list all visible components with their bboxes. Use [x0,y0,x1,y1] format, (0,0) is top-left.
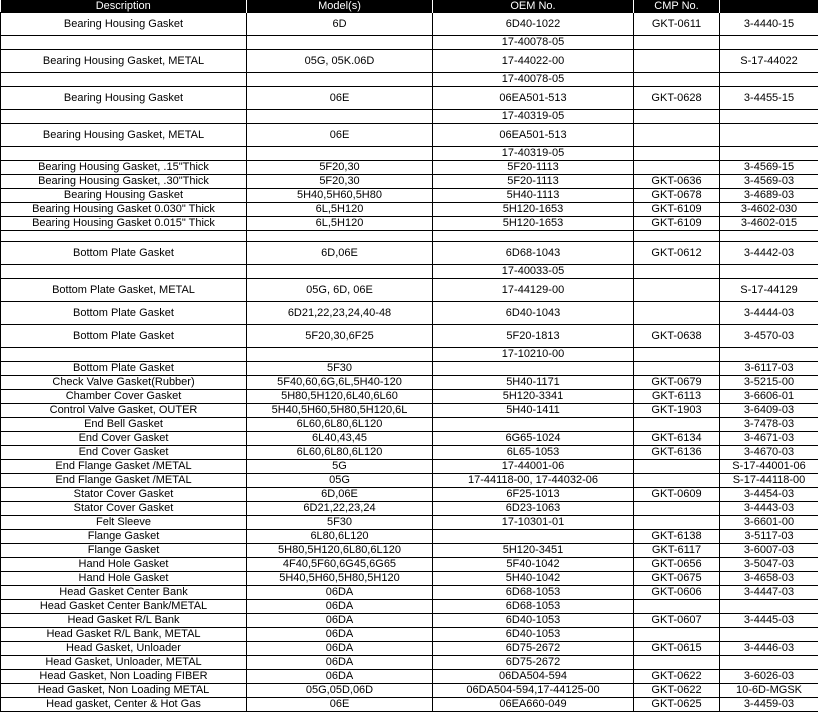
table-row [1,488,818,502]
models-cell: 5H80,5H120,6L80,6L120 [247,544,433,558]
description-cell: Head Gasket R/L Bank, METAL [1,628,247,642]
part-no-cell: 3-4569-03 [720,175,818,189]
table-row [1,572,818,586]
models-cell: 6L,5H120 [247,217,433,231]
oem-no-cell [433,362,634,376]
cmp-no-cell: GKT-6138 [634,530,720,544]
description-cell: Hand Hole Gasket [1,572,247,586]
oem-no-cell: 5F20-1113 [433,161,634,175]
table-row [1,189,818,203]
cmp-no-cell: GKT-6109 [634,203,720,217]
oem-no-cell: 17-10210-00 [433,348,634,362]
cmp-no-cell: GKT-6113 [634,390,720,404]
description-cell [1,36,247,50]
part-no-cell: 3-4443-03 [720,502,818,516]
cmp-no-cell [634,502,720,516]
oem-no-cell: 06EA660-049 [433,698,634,712]
oem-no-cell: 6D68-1053 [433,600,634,614]
models-cell: 6D [247,13,433,36]
oem-no-cell: 6D68-1043 [433,242,634,265]
oem-no-cell: 6D40-1053 [433,628,634,642]
description-cell: Felt Sleeve [1,516,247,530]
part-no-cell: 3-4454-03 [720,488,818,502]
models-cell: 5F20,30 [247,175,433,189]
table-row [1,586,818,600]
oem-no-cell: 6G65-1024 [433,432,634,446]
table-row [1,110,818,124]
table-row [1,684,818,698]
cmp-no-cell: GKT-1903 [634,404,720,418]
part-no-cell: 3-5215-00 [720,376,818,390]
part-no-cell: 3-4444-03 [720,302,818,325]
part-no-cell [720,147,818,161]
models-cell [247,110,433,124]
table-row [1,302,818,325]
part-no-cell [720,348,818,362]
cmp-no-cell [634,36,720,50]
models-cell: 06E [247,87,433,110]
part-no-cell: 3-4455-15 [720,87,818,110]
cmp-no-cell [634,50,720,73]
description-cell: Flange Gasket [1,530,247,544]
table-row [1,376,818,390]
table-row [1,404,818,418]
models-cell: 5F30 [247,516,433,530]
table-row [1,36,818,50]
oem-no-cell: 5F20-1113 [433,175,634,189]
oem-no-cell: 5H40-1171 [433,376,634,390]
part-no-cell [720,110,818,124]
table-row [1,670,818,684]
cmp-no-cell: GKT-0628 [634,87,720,110]
oem-no-cell [433,530,634,544]
models-cell: 06DA [247,614,433,628]
cmp-no-cell: GKT-0622 [634,670,720,684]
part-no-cell [720,36,818,50]
part-no-cell: 3-6601-00 [720,516,818,530]
models-cell: 5F30 [247,362,433,376]
description-cell: Stator Cover Gasket [1,488,247,502]
description-cell: Bottom Plate Gasket [1,302,247,325]
oem-no-cell: 6F25-1013 [433,488,634,502]
table-row [1,147,818,161]
cmp-no-cell [634,516,720,530]
table-row [1,502,818,516]
oem-no-cell: 6D40-1022 [433,13,634,36]
oem-no-cell: 06DA504-594,17-44125-00 [433,684,634,698]
table-row [1,558,818,572]
oem-no-cell: 5H40-1042 [433,572,634,586]
table-row [1,656,818,670]
cmp-no-cell: GKT-0679 [634,376,720,390]
models-cell: 6D21,22,23,24,40-48 [247,302,433,325]
oem-no-cell: 06EA501-513 [433,87,634,110]
cmp-no-cell: GKT-0678 [634,189,720,203]
part-no-cell [720,656,818,670]
part-no-cell: 3-6026-03 [720,670,818,684]
cmp-no-cell: GKT-0612 [634,242,720,265]
cmp-no-cell [634,161,720,175]
models-cell: 06E [247,698,433,712]
cmp-no-cell [634,600,720,614]
description-cell: Bottom Plate Gasket, METAL [1,279,247,302]
models-cell: 06DA [247,670,433,684]
part-no-cell: 3-5117-03 [720,530,818,544]
cmp-no-cell [634,460,720,474]
table-row [1,642,818,656]
description-cell [1,147,247,161]
description-cell: End Cover Gasket [1,432,247,446]
oem-no-cell: 17-10301-01 [433,516,634,530]
oem-no-cell: 17-40319-05 [433,147,634,161]
oem-no-cell: 5H120-3341 [433,390,634,404]
table-row [1,600,818,614]
part-no-cell [720,265,818,279]
oem-no-cell: 17-40319-05 [433,110,634,124]
oem-no-cell: 5H120-1653 [433,203,634,217]
models-cell: 05G [247,474,433,488]
part-no-cell: 3-6007-03 [720,544,818,558]
oem-no-cell: 6D23-1063 [433,502,634,516]
table-row [1,325,818,348]
description-cell: Head Gasket, Non Loading FIBER [1,670,247,684]
oem-no-cell: 17-44022-00 [433,50,634,73]
part-no-cell: 3-6117-03 [720,362,818,376]
oem-no-cell: 6D75-2672 [433,642,634,656]
description-cell: Head Gasket Center Bank [1,586,247,600]
description-cell: Head Gasket, Unloader, METAL [1,656,247,670]
oem-no-cell: 6D68-1053 [433,586,634,600]
table-row [1,265,818,279]
description-cell: Head Gasket, Non Loading METAL [1,684,247,698]
oem-no-cell: 06EA501-513 [433,124,634,147]
models-cell: 06E [247,124,433,147]
table-row [1,390,818,404]
table-row [1,161,818,175]
oem-no-cell: 17-40033-05 [433,265,634,279]
cmp-no-cell: GKT-0656 [634,558,720,572]
column-header-part-no [720,0,818,13]
table-row [1,530,818,544]
table-row [1,175,818,189]
table-row [1,50,818,73]
description-cell: Head Gasket, Unloader [1,642,247,656]
models-cell: 06DA [247,628,433,642]
column-header-cmp-no: CMP No. [634,0,720,13]
table-row [1,13,818,36]
cmp-no-cell [634,348,720,362]
oem-no-cell: 5H120-3451 [433,544,634,558]
description-cell: Bottom Plate Gasket [1,325,247,348]
table-row [1,544,818,558]
cmp-no-cell [634,124,720,147]
table-row [1,348,818,362]
description-cell: Head Gasket R/L Bank [1,614,247,628]
oem-no-cell: 6D40-1043 [433,302,634,325]
header-row [1,0,818,13]
models-cell: 5F20,30,6F25 [247,325,433,348]
models-cell: 05G, 05K.06D [247,50,433,73]
description-cell: End Cover Gasket [1,446,247,460]
cmp-no-cell: GKT-0675 [634,572,720,586]
models-cell: 06DA [247,656,433,670]
cmp-no-cell: GKT-6109 [634,217,720,231]
cmp-no-cell [634,231,720,242]
description-cell: Bearing Housing Gasket, METAL [1,124,247,147]
column-header-description: Description [1,0,247,13]
parts-table-body [1,13,818,712]
models-cell [247,348,433,362]
oem-no-cell: 17-44129-00 [433,279,634,302]
models-cell [247,147,433,161]
table-row [1,446,818,460]
models-cell [247,231,433,242]
part-no-cell: 3-4440-15 [720,13,818,36]
description-cell: Bearing Housing Gasket [1,189,247,203]
models-cell [247,36,433,50]
models-cell: 6D,06E [247,488,433,502]
models-cell [247,73,433,87]
part-no-cell: 3-4569-15 [720,161,818,175]
description-cell: Hand Hole Gasket [1,558,247,572]
cmp-no-cell: GKT-0636 [634,175,720,189]
cmp-no-cell: GKT-0607 [634,614,720,628]
part-no-cell [720,628,818,642]
description-cell: Bearing Housing Gasket [1,87,247,110]
table-row [1,362,818,376]
cmp-no-cell: GKT-6136 [634,446,720,460]
part-no-cell: 3-4446-03 [720,642,818,656]
part-no-cell: 3-4671-03 [720,432,818,446]
part-no-cell [720,600,818,614]
part-no-cell: S-17-44022 [720,50,818,73]
models-cell: 5H40,5H60,5H80,5H120 [247,572,433,586]
description-cell [1,265,247,279]
oem-no-cell: 6D40-1053 [433,614,634,628]
description-cell: Bottom Plate Gasket [1,242,247,265]
models-cell: 6L60,6L80,6L120 [247,446,433,460]
part-no-cell: 3-4459-03 [720,698,818,712]
description-cell [1,110,247,124]
models-cell: 06DA [247,600,433,614]
cmp-no-cell: GKT-0615 [634,642,720,656]
models-cell: 6L60,6L80,6L120 [247,418,433,432]
description-cell: End Flange Gasket /METAL [1,460,247,474]
table-row [1,124,818,147]
table-row [1,73,818,87]
oem-no-cell: 17-44118-00, 17-44032-06 [433,474,634,488]
cmp-no-cell [634,302,720,325]
description-cell: Bearing Housing Gasket, .30"Thick [1,175,247,189]
description-cell [1,348,247,362]
cmp-no-cell [634,110,720,124]
models-cell: 5H40,5H60,5H80 [247,189,433,203]
table-row [1,432,818,446]
cmp-no-cell: GKT-0625 [634,698,720,712]
models-cell: 5F20,30 [247,161,433,175]
part-no-cell: 3-5047-03 [720,558,818,572]
oem-no-cell: 17-40078-05 [433,36,634,50]
cmp-no-cell: GKT-6117 [634,544,720,558]
oem-no-cell: 5H120-1653 [433,217,634,231]
cmp-no-cell: GKT-0611 [634,13,720,36]
cmp-no-cell [634,418,720,432]
oem-no-cell: 5F20-1813 [433,325,634,348]
cmp-no-cell: GKT-0606 [634,586,720,600]
description-cell: Stator Cover Gasket [1,502,247,516]
oem-no-cell: 17-40078-05 [433,73,634,87]
oem-no-cell: 5H40-1113 [433,189,634,203]
part-no-cell: 3-7478-03 [720,418,818,432]
part-no-cell: 3-4602-015 [720,217,818,231]
cmp-no-cell: GKT-0622 [634,684,720,698]
description-cell: Flange Gasket [1,544,247,558]
table-row [1,242,818,265]
models-cell: 06DA [247,586,433,600]
description-cell: End Flange Gasket /METAL [1,474,247,488]
part-no-cell: 3-4445-03 [720,614,818,628]
table-row [1,698,818,712]
part-no-cell [720,231,818,242]
part-no-cell: 3-6409-03 [720,404,818,418]
part-no-cell [720,73,818,87]
column-header-models: Model(s) [247,0,433,13]
models-cell: 4F40,5F60,6G45,6G65 [247,558,433,572]
description-cell: Control Valve Gasket, OUTER [1,404,247,418]
models-cell: 6L,5H120 [247,203,433,217]
part-no-cell: 3-4447-03 [720,586,818,600]
oem-no-cell: 17-44001-06 [433,460,634,474]
description-cell [1,231,247,242]
table-row [1,231,818,242]
description-cell: Bearing Housing Gasket 0.030" Thick [1,203,247,217]
table-row [1,87,818,110]
models-cell: 05G,05D,06D [247,684,433,698]
cmp-no-cell: GKT-0609 [634,488,720,502]
description-cell: Bearing Housing Gasket, METAL [1,50,247,73]
table-row [1,474,818,488]
part-no-cell [720,124,818,147]
oem-no-cell: 06DA504-594 [433,670,634,684]
table-row [1,516,818,530]
models-cell: 5G [247,460,433,474]
oem-no-cell: 6D75-2672 [433,656,634,670]
table-row [1,628,818,642]
part-no-cell: S-17-44129 [720,279,818,302]
part-no-cell: 10-6D-MGSK [720,684,818,698]
oem-no-cell: 5H40-1411 [433,404,634,418]
table-row [1,203,818,217]
part-no-cell: 3-4570-03 [720,325,818,348]
models-cell: 6D21,22,23,24 [247,502,433,516]
description-cell: Bottom Plate Gasket [1,362,247,376]
models-cell: 05G, 6D, 06E [247,279,433,302]
cmp-no-cell: GKT-6134 [634,432,720,446]
table-row [1,217,818,231]
oem-no-cell [433,231,634,242]
cmp-no-cell [634,656,720,670]
part-no-cell: 3-4658-03 [720,572,818,586]
models-cell: 06DA [247,642,433,656]
part-no-cell: S-17-44001-06 [720,460,818,474]
models-cell: 6L80,6L120 [247,530,433,544]
description-cell: Bearing Housing Gasket [1,13,247,36]
description-cell [1,73,247,87]
models-cell: 5F40,60,6G,6L,5H40-120 [247,376,433,390]
description-cell: Bearing Housing Gasket, .15"Thick [1,161,247,175]
part-no-cell: 3-4670-03 [720,446,818,460]
description-cell: Check Valve Gasket(Rubber) [1,376,247,390]
table-row [1,279,818,302]
table-row [1,460,818,474]
models-cell: 5H80,5H120,6L40,6L60 [247,390,433,404]
part-no-cell: 3-6606-01 [720,390,818,404]
description-cell: Chamber Cover Gasket [1,390,247,404]
part-no-cell: S-17-44118-00 [720,474,818,488]
cmp-no-cell [634,279,720,302]
description-cell: Bearing Housing Gasket 0.015" Thick [1,217,247,231]
cmp-no-cell [634,474,720,488]
cmp-no-cell [634,73,720,87]
description-cell: Head gasket, Center & Hot Gas [1,698,247,712]
models-cell: 6L40,43,45 [247,432,433,446]
models-cell [247,265,433,279]
part-no-cell: 3-4442-03 [720,242,818,265]
description-cell: End Bell Gasket [1,418,247,432]
cmp-no-cell [634,147,720,161]
table-row [1,418,818,432]
oem-no-cell: 5F40-1042 [433,558,634,572]
table-row [1,614,818,628]
oem-no-cell [433,418,634,432]
description-cell: Head Gasket Center Bank/METAL [1,600,247,614]
column-header-oem-no: OEM No. [433,0,634,13]
cmp-no-cell [634,628,720,642]
models-cell: 6D,06E [247,242,433,265]
part-no-cell: 3-4602-030 [720,203,818,217]
cmp-no-cell [634,265,720,279]
cmp-no-cell [634,362,720,376]
oem-no-cell: 6L65-1053 [433,446,634,460]
cmp-no-cell: GKT-0638 [634,325,720,348]
models-cell: 5H40,5H60,5H80,5H120,6L [247,404,433,418]
part-no-cell: 3-4689-03 [720,189,818,203]
